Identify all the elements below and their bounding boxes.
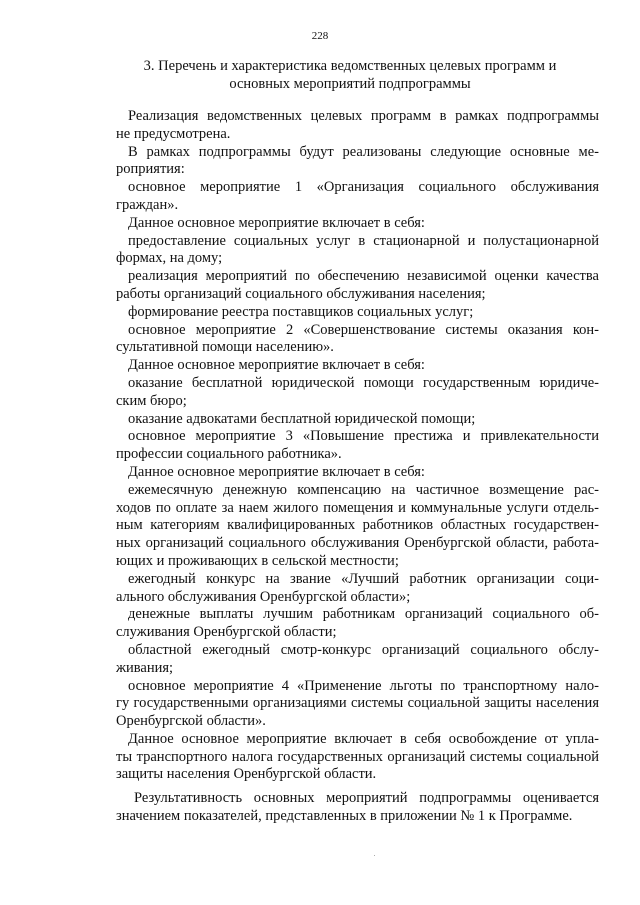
text-line: оказание бесплатной юридической помощи государственным юридиче-	[128, 374, 599, 391]
heading-line: основных мероприятий подпрограммы	[229, 76, 471, 92]
text-line: Результативность основных мероприятий подпрограммы оценивается	[134, 790, 599, 807]
text-line: роприятия:	[116, 161, 185, 178]
scan-speck	[374, 855, 375, 856]
text-line: ным категориям квалифицированных работников областных государствен-	[116, 517, 599, 534]
text-line: предоставление социальных услуг в стационарной и полустационарной	[128, 232, 599, 249]
text-line: основное мероприятие 3 «Повышение престижа и привлекательности	[128, 428, 599, 445]
text-line: ющих и проживающих в сельской местности;	[116, 552, 399, 569]
text-line: гу государственными организациями системы социальной защиты населения	[116, 695, 599, 712]
text-line: основное мероприятие 1 «Организация социального обслуживания	[128, 179, 599, 196]
text-line: Оренбургской области».	[116, 713, 266, 730]
text-line: реализация мероприятий по обеспечению независимой оценки качества	[128, 268, 599, 285]
section-heading	[110, 57, 590, 93]
text-line: ального обслуживания Оренбургской области»;	[116, 588, 411, 605]
text-line: граждан».	[116, 196, 179, 213]
text-line: сультативной помощи населению».	[116, 339, 334, 356]
text-line: ежегодный конкурс на звание «Лучший работник организации соци-	[128, 570, 599, 587]
text-line: основное мероприятие 4 «Применение льготы по транспортному нало-	[128, 677, 599, 694]
text-line: служивания Оренбургской области;	[116, 624, 337, 641]
text-line: ежемесячную денежную компенсацию на частичное возмещение рас-	[128, 481, 599, 498]
text-line: профессии социального работника».	[116, 446, 342, 463]
text-line: ским бюро;	[116, 392, 187, 409]
text-line: ных организаций социального обслуживания Оренбургской области, работа-	[116, 535, 599, 552]
page-number: 228	[311, 30, 329, 42]
text-line: формах, на дому;	[116, 250, 223, 267]
text-line: оказание адвокатами бесплатной юридической помощи;	[128, 410, 476, 427]
text-line: В рамках подпрограммы будут реализованы следующие основные ме-	[128, 143, 599, 160]
text-line: формирование реестра поставщиков социальных услуг;	[128, 303, 474, 320]
text-line: областной ежегодный смотр-конкурс организаций социального обслу-	[128, 641, 599, 658]
text-line: Данное основное мероприятие включает в себя:	[128, 357, 425, 374]
text-line: Реализация ведомственных целевых программ в рамках подпрограммы	[128, 108, 599, 124]
body-text	[116, 108, 599, 826]
text-line: денежные выплаты лучшим работникам организаций социального об-	[128, 606, 599, 623]
text-line: Данное основное мероприятие включает в себя:	[128, 214, 425, 231]
text-line: Данное основное мероприятие включает в себя:	[128, 463, 425, 480]
text-line: живания;	[116, 659, 174, 676]
text-line: основное мероприятие 2 «Совершенствование системы оказания кон-	[128, 321, 599, 338]
text-line: ходов по оплате за наем жилого помещения и коммунальные услуги отдель-	[116, 499, 599, 516]
text-line: не предусмотрена.	[116, 125, 231, 142]
heading-line: 3. Перечень и характеристика ведомственных целевых программ и	[143, 58, 557, 74]
text-line: значением показателей, представленных в приложении № 1 к Программе.	[116, 808, 573, 825]
text-line: ты транспортного налога государственных организаций системы социальной	[116, 748, 599, 765]
text-line: защиты населения Оренбургской области.	[116, 766, 377, 783]
text-line: работы организаций социального обслуживания населения;	[116, 285, 486, 302]
text-line: Данное основное мероприятие включает в себя освобождение от упла-	[128, 730, 599, 747]
